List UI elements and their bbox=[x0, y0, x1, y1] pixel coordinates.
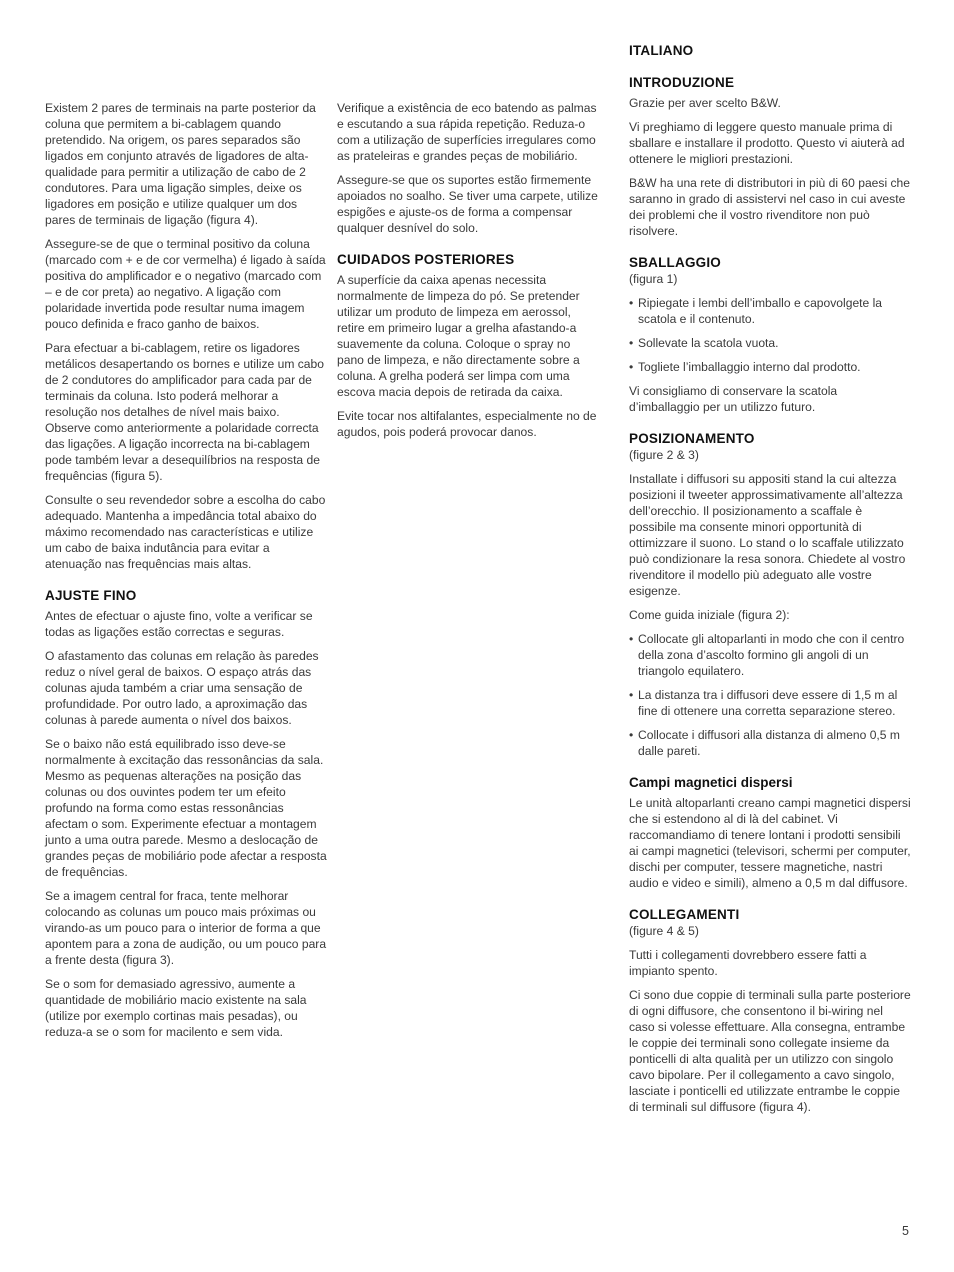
list-item: • Collocate gli altoparlanti in modo che con il centro della zona d’ascolto formino gli angoli di un triangolo equilatero. bbox=[629, 631, 911, 679]
section-heading-campi-magnetici: Campi magnetici dispersi bbox=[629, 775, 793, 790]
paragraph: Assegure-se que os suportes estão firmemente apoiados no soalho. Se tiver uma carpete, utilize espigões e ajuste-os de forma a compensar qualquer desnível do solo. bbox=[337, 173, 598, 235]
paragraph: O afastamento das colunas em relação às paredes reduz o nível geral de baixos. O espaço atrás das colunas ajuda também a criar uma sensação de profundidade. Por outro lado, a aproximação das colunas à parede aumenta o nível dos baixos. bbox=[45, 649, 319, 727]
paragraph: Consulte o seu revendedor sobre a escolha do cabo adequado. Mantenha a impedância total abaixo do máximo recomendado nas características e utilize um cabo de baixa indutância para evitar a atenuação nas frequências mais altas. bbox=[45, 493, 326, 571]
paragraph: Evite tocar nos altifalantes, especialmente no de agudos, pois poderá provocar danos. bbox=[337, 409, 597, 439]
paragraph: Existem 2 pares de terminais na parte posterior da coluna que permitem a bi-cablagem quando pretendido. Na origem, os pares separados são ligados em conjunto através de ligadores de alta-qualidade para permitir a utilização de cabo de 2 condutores. Para uma ligação simples, deixe os ligadores em posição e utilize qualquer um dos pares de terminais de ligação (figura 4). bbox=[45, 101, 316, 227]
section-heading-sballaggio: SBALLAGGIO bbox=[629, 255, 721, 270]
figure-reference: (figura 1) bbox=[629, 272, 678, 286]
section-heading-posizionamento: POSIZIONAMENTO bbox=[629, 431, 755, 446]
language-heading: ITALIANO bbox=[629, 43, 694, 58]
posizionamento-list bbox=[629, 631, 911, 759]
section-heading-introduzione: INTRODUZIONE bbox=[629, 75, 735, 90]
page-number: 5 bbox=[902, 1224, 909, 1238]
list-item: • Togliete l’imballaggio interno dal prodotto. bbox=[629, 359, 911, 375]
list-item: • Collocate i diffusori alla distanza di almeno 0,5 m dalle pareti. bbox=[629, 727, 911, 759]
paragraph: Ci sono due coppie di terminali sulla parte posteriore di ogni diffusore, che consentono il bi-wiring nel caso si volesse effettuare. Alla consegna, entrambe le coppie dei terminali sono collegate insieme da ponticelli di alta qualità per un utilizzo con singolo cavo bipolare. Per il collegamento a cavo singolo, lasciate i ponticelli ed utilizzate entrambe le coppie di terminali sul diffusore (figura 4). bbox=[629, 988, 911, 1114]
paragraph: Se o baixo não está equilibrado isso deve-se normalmente à excitação das ressonâncias da sala. Mesmo as pequenas alterações na posição das colunas ou dos ouvintes podem ter um efeito profundo na forma como estas ressonâncias afectam o som. Experimente efectuar a montagem junto a uma outra parede. Mesmo a deslocação de grandes peças de mobiliário pode afectar a resposta de frequências. bbox=[45, 737, 327, 879]
paragraph: Vi consigliamo di conservare la scatola d’imballaggio per un utilizzo futuro. bbox=[629, 384, 838, 414]
paragraph: Se o som for demasiado agressivo, aumente a quantidade de mobiliário macio existente na sala (utilize por exemplo cortinas mais pesadas), ou reduza-a se o som for macilento e sem vida. bbox=[45, 977, 307, 1039]
column-italian bbox=[629, 43, 911, 1123]
paragraph: Se a imagem central for fraca, tente melhorar colocando as colunas um pouco mais próximas ou virando-as um pouco para o interior de forma a que apontem para a zona de audição, ou um pouco para a frente desta (figura 3). bbox=[45, 889, 327, 967]
list-item: • La distanza tra i diffusori deve essere di 1,5 m al fine di ottenere una corretta separazione stereo. bbox=[629, 687, 911, 719]
list-item: • Ripiegate i lembi dell’imballo e capovolgete la scatola e il contenuto. bbox=[629, 295, 911, 327]
paragraph: B&W ha una rete di distributori in più di 60 paesi che saranno in grado di assistervi nel caso in cui aveste dei problemi che il vostro rivenditore non può risolvere. bbox=[629, 176, 911, 238]
section-heading-collegamenti: COLLEGAMENTI bbox=[629, 907, 740, 922]
paragraph: Installate i diffusori su appositi stand la cui altezza posizioni il tweeter approssimativamente all’altezza dell’orecchio. Il posizionamento a scaffale è possibile ma consente minori opportunità di ottimizzare il suono. Lo stand o lo scaffale utilizzato può condizionare la resa sonora. Chiedete al vostro rivenditore il modello più adeguato alle vostre esigenze. bbox=[629, 472, 906, 598]
paragraph: Antes de efectuar o ajuste fino, volte a verificar se todas as ligações estão correctas e seguras. bbox=[45, 609, 313, 639]
paragraph: Grazie per aver scelto B&W. bbox=[629, 96, 781, 110]
paragraph: Tutti i collegamenti dovrebbero essere fatti a impianto spento. bbox=[629, 948, 867, 978]
sballaggio-list bbox=[629, 295, 911, 375]
paragraph: Verifique a existência de eco batendo as palmas e escutando a sua rápida repetição. Reduza-o com a utilização de superfícies irregulares como as prateleiras e grandes peças de mobiliário. bbox=[337, 101, 597, 163]
paragraph: Para efectuar a bi-cablagem, retire os ligadores metálicos desapertando os bornes e utilize um cabo de 2 condutores do amplificador para cada par de terminais da coluna. Isto poderá melhorar a resolução nos detalhes de nível mais baixo. Observe como anteriormente a polaridade correcta das ligações. A ligação incorrecta na bi-cablagem pode também levar a desequilíbrios na resposta de frequências (figura 5). bbox=[45, 341, 324, 483]
section-heading-ajuste-fino: AJUSTE FINO bbox=[45, 588, 137, 603]
paragraph: Assegure-se de que o terminal positivo da coluna (marcado com + e de cor vermelha) é ligado à saída positiva do amplificador e o negativo (marcado com – e de cor preta) ao negativo. A ligação com polaridade invertida pode resultar numa imagem pouco definida e fraco ganho de baixos. bbox=[45, 237, 326, 331]
paragraph: Vi preghiamo di leggere questo manuale prima di sballare e installare il prodotto. Questo vi aiuterà ad ottenere le migliori prestazioni. bbox=[629, 120, 905, 166]
column-portuguese-left bbox=[45, 100, 327, 1048]
paragraph: Le unità altoparlanti creano campi magnetici dispersi che si estendono al di là del cabinet. Vi raccomandiamo di tenere lontani i prodotti sensibili ai campi magnetici (televisori, schermi per computer, dischi per computer, tessere magnetiche, nastri audio e video e simili), almeno a 0,5 m dal diffusore. bbox=[629, 796, 911, 890]
list-item: • Sollevate la scatola vuota. bbox=[629, 335, 911, 351]
column-portuguese-middle bbox=[337, 100, 599, 448]
figure-reference: (figure 4 & 5) bbox=[629, 924, 699, 938]
paragraph: Come guida iniziale (figura 2): bbox=[629, 608, 790, 622]
paragraph: A superfície da caixa apenas necessita normalmente de limpeza do pó. Se pretender utilizar um produto de limpeza em aerossol, retire em primeiro lugar a grelha afastando-a suavemente da coluna. Coloque o spray no pano de limpeza, e não directamente sobre a coluna. A grelha poderá ser limpa com uma escova macia depois de retirada da caixa. bbox=[337, 273, 580, 399]
figure-reference: (figure 2 & 3) bbox=[629, 448, 699, 462]
section-heading-cuidados-posteriores: CUIDADOS POSTERIORES bbox=[337, 252, 515, 267]
